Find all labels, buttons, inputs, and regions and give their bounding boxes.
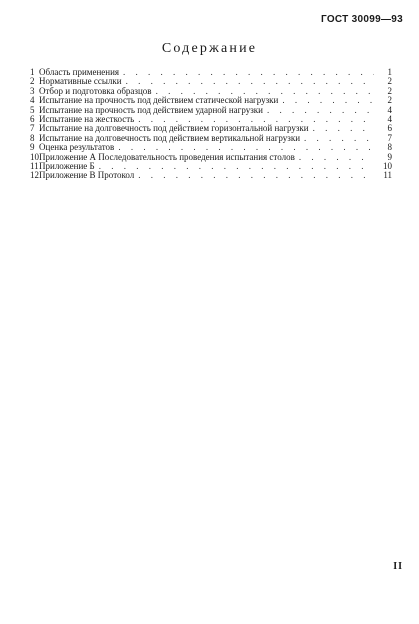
toc-item-title: Приложение А Последовательность проведения испытания столов: [39, 151, 295, 162]
toc-item-page: 2: [387, 85, 392, 96]
toc-dot-leader: [313, 124, 374, 133]
toc-item-page: 9: [387, 151, 392, 162]
toc-item-page: 2: [387, 95, 392, 106]
toc-item-page: 10: [383, 160, 392, 171]
toc-dot-leader: [99, 162, 374, 171]
toc-item-number: 11: [30, 160, 39, 171]
toc-item-title: Приложение Б: [39, 160, 95, 171]
toc-item-number: 5: [30, 104, 35, 115]
document-header-standard: ГОСТ 30099—93: [320, 14, 403, 25]
toc-item-page: 1: [387, 67, 392, 77]
toc-item-title: Испытание на долговечность под действием горизонтальной нагрузки: [39, 123, 309, 134]
toc-dot-leader: [123, 68, 374, 77]
page-number: II: [393, 561, 403, 572]
table-of-contents: [30, 68, 392, 181]
toc-item-title: Отбор и подготовка образцов: [39, 85, 152, 96]
toc-item-number: 3: [30, 85, 35, 96]
toc-title: Содержание: [161, 41, 258, 56]
toc-item-page: 11: [383, 170, 392, 181]
toc-item-number: 12: [30, 170, 39, 181]
toc-item-title: Испытание на долговечность под действием вертикальной нагрузки: [39, 132, 301, 143]
toc-item-title: Испытание на прочность под действием ударной нагрузки: [39, 104, 263, 115]
toc-dot-leader: [282, 96, 374, 105]
toc-dot-leader: [126, 77, 374, 86]
toc-item-number: 4: [30, 95, 35, 106]
toc-item-number: 9: [30, 142, 35, 153]
toc-dot-leader: [304, 134, 374, 143]
toc-item-page: 8: [387, 142, 392, 153]
toc-dot-leader: [299, 153, 374, 162]
toc-dot-leader: [267, 106, 374, 115]
toc-item-title: Область применения: [39, 67, 120, 77]
toc-item-page: 2: [387, 76, 392, 87]
toc-item-number: 7: [30, 123, 35, 134]
toc-item-title: Нормативные ссылки: [39, 76, 122, 87]
toc-item-page: 4: [387, 104, 392, 115]
toc-dot-leader: [138, 171, 374, 180]
toc-item-number: 10: [30, 151, 39, 162]
toc-item-number: 1: [30, 67, 35, 77]
toc-item-title: Оценка результатов: [39, 142, 115, 153]
toc-item: [30, 171, 392, 180]
toc-item-title: Испытание на жесткость: [39, 113, 135, 124]
toc-item-page: 4: [387, 113, 392, 124]
toc-item-number: 6: [30, 113, 35, 124]
toc-item-page: 6: [387, 123, 392, 134]
toc-item-title: Испытание на прочность под действием статической нагрузки: [39, 95, 279, 106]
toc-item-title: Приложение В Протокол: [39, 170, 135, 181]
toc-item-number: 8: [30, 132, 35, 143]
toc-item-page: 7: [387, 132, 392, 143]
toc-item-number: 2: [30, 76, 35, 87]
